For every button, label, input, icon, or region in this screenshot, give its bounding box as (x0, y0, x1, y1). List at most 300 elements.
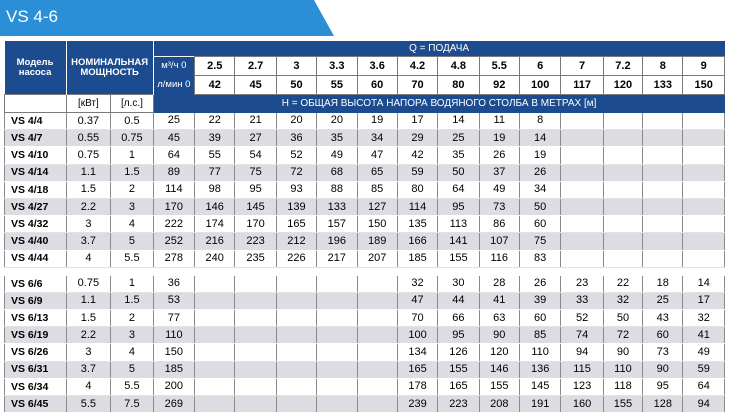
head-cell: 49 (479, 181, 519, 198)
power-kw-cell: 4 (66, 378, 111, 395)
head-cell (317, 396, 357, 413)
head-cell: 90 (479, 327, 519, 344)
model-cell: VS 6/45 (5, 396, 67, 413)
head-cell: 59 (683, 361, 725, 378)
head-cell: 64 (153, 147, 194, 164)
table-row (5, 147, 725, 164)
head-cell: 239 (397, 396, 437, 413)
head-cell (195, 310, 235, 327)
head-cell: 8 (519, 113, 560, 130)
head-cell (235, 378, 276, 395)
head-cell: 157 (317, 216, 357, 233)
flow-m3h-cell: 2.7 (235, 57, 276, 76)
head-cell (683, 181, 725, 198)
head-cell: 42 (397, 147, 437, 164)
head-cell: 36 (276, 130, 316, 147)
head-cell (276, 344, 316, 361)
head-cell (235, 292, 276, 309)
head-cell: 25 (438, 130, 479, 147)
head-cell (643, 181, 683, 198)
head-cell: 189 (357, 233, 397, 250)
head-cell: 26 (519, 276, 560, 293)
head-cell: 120 (479, 344, 519, 361)
head-cell: 226 (276, 250, 316, 267)
head-cell (357, 327, 397, 344)
head-cell: 269 (153, 396, 194, 413)
head-cell: 89 (153, 164, 194, 181)
head-cell: 208 (479, 396, 519, 413)
flow-m3h-cell: 9 (683, 57, 725, 76)
head-cell: 29 (397, 130, 437, 147)
flow-header: Q = ПОДАЧА (153, 41, 724, 57)
head-cell: 30 (438, 276, 479, 293)
power-hp-cell: 5.5 (111, 250, 153, 267)
flow-m3h-cell: 8 (643, 57, 683, 76)
table-row (5, 216, 725, 233)
head-cell: 240 (195, 250, 235, 267)
head-cell (276, 327, 316, 344)
head-cell (276, 310, 316, 327)
flow-m3h-cell: 5.5 (479, 57, 519, 76)
model-cell: VS 6/34 (5, 378, 67, 395)
head-cell: 23 (561, 276, 603, 293)
model-cell: VS 6/9 (5, 292, 67, 309)
title-band (0, 0, 730, 40)
head-cell: 127 (357, 198, 397, 215)
power-kw-cell: 1.1 (66, 292, 111, 309)
head-cell (317, 292, 357, 309)
head-cell: 278 (153, 250, 194, 267)
head-cell (643, 130, 683, 147)
head-cell: 37 (479, 164, 519, 181)
head-cell (643, 233, 683, 250)
head-cell: 95 (643, 378, 683, 395)
head-cell (683, 233, 725, 250)
head-cell: 75 (235, 164, 276, 181)
head-cell (561, 113, 603, 130)
head-cell (683, 250, 725, 267)
power-hp-cell: 1.5 (111, 164, 153, 181)
power-kw-cell: 4 (66, 250, 111, 267)
unit-row (5, 95, 725, 113)
unit-kw: [кВт] (66, 95, 111, 113)
head-cell: 32 (603, 292, 642, 309)
flow-m3h-cell: 4.2 (397, 57, 437, 76)
head-cell: 26 (519, 164, 560, 181)
head-cell: 212 (276, 233, 316, 250)
head-cell (276, 396, 316, 413)
model-cell: VS 4/44 (5, 250, 67, 267)
head-cell: 47 (397, 292, 437, 309)
head-cell (195, 276, 235, 293)
head-cell: 95 (235, 181, 276, 198)
head-cell: 22 (195, 113, 235, 130)
model-cell: VS 4/32 (5, 216, 67, 233)
head-cell (603, 198, 642, 215)
power-hp-cell: 4 (111, 216, 153, 233)
head-cell: 26 (479, 147, 519, 164)
head-cell: 28 (479, 276, 519, 293)
head-cell: 25 (643, 292, 683, 309)
flow-m3h-cell: м³/ч 0 (153, 57, 194, 76)
model-cell: VS 4/7 (5, 130, 67, 147)
head-cell: 107 (479, 233, 519, 250)
head-cell: 114 (153, 181, 194, 198)
head-cell: 94 (683, 396, 725, 413)
flow-m3h-cell: 2.5 (195, 57, 235, 76)
head-cell: 150 (153, 344, 194, 361)
head-cell (357, 292, 397, 309)
head-cell: 73 (643, 344, 683, 361)
model-cell: VS 6/13 (5, 310, 67, 327)
pump-spec-table (4, 41, 725, 413)
head-cell (561, 250, 603, 267)
head-cell: 41 (683, 327, 725, 344)
head-cell: 110 (153, 327, 194, 344)
head-cell: 36 (153, 276, 194, 293)
head-cell: 43 (643, 310, 683, 327)
head-cell (643, 164, 683, 181)
flow-lmin-cell: 55 (317, 76, 357, 95)
head-cell: 113 (438, 216, 479, 233)
head-cell: 34 (519, 181, 560, 198)
head-cell: 93 (276, 181, 316, 198)
flow-m3h-cell: 7 (561, 57, 603, 76)
power-hp-cell: 1 (111, 147, 153, 164)
head-cell (317, 276, 357, 293)
model-cell: VS 6/31 (5, 361, 67, 378)
head-cell: 52 (561, 310, 603, 327)
head-cell (561, 147, 603, 164)
group-vs4-rows (5, 113, 725, 268)
head-cell: 146 (195, 198, 235, 215)
head-cell (683, 130, 725, 147)
head-cell: 98 (195, 181, 235, 198)
head-cell: 34 (357, 130, 397, 147)
power-kw-cell: 1.5 (66, 310, 111, 327)
power-column-header: НОМИНАЛЬНАЯ МОЩНОСТЬ (66, 41, 153, 95)
head-cell: 155 (438, 250, 479, 267)
head-cell: 118 (603, 378, 642, 395)
table-row (5, 198, 725, 215)
head-cell: 64 (438, 181, 479, 198)
table-row (5, 310, 725, 327)
power-hp-cell: 1 (111, 276, 153, 293)
head-cell: 72 (276, 164, 316, 181)
table-row (5, 113, 725, 130)
head-cell: 35 (438, 147, 479, 164)
power-kw-cell: 0.37 (66, 113, 111, 130)
power-hp-cell: 2 (111, 181, 153, 198)
head-cell (683, 216, 725, 233)
head-cell: 52 (276, 147, 316, 164)
table-row (5, 378, 725, 395)
head-cell: 55 (195, 147, 235, 164)
head-cell (357, 396, 397, 413)
power-kw-cell: 0.75 (66, 276, 111, 293)
head-cell: 68 (317, 164, 357, 181)
head-cell (317, 344, 357, 361)
flow-lmin-cell: 60 (357, 76, 397, 95)
flow-lmin-cell: 45 (235, 76, 276, 95)
model-cell: VS 6/19 (5, 327, 67, 344)
flow-m3h-cell: 6 (519, 57, 560, 76)
head-cell: 60 (519, 310, 560, 327)
head-cell: 27 (235, 130, 276, 147)
head-cell (643, 147, 683, 164)
head-cell (603, 181, 642, 198)
power-kw-cell: 3 (66, 344, 111, 361)
head-cell: 86 (479, 216, 519, 233)
head-cell: 20 (317, 113, 357, 130)
head-cell (235, 310, 276, 327)
head-cell (561, 233, 603, 250)
head-cell: 77 (153, 310, 194, 327)
head-cell: 74 (561, 327, 603, 344)
head-cell: 88 (317, 181, 357, 198)
head-cell: 90 (643, 361, 683, 378)
head-cell: 49 (317, 147, 357, 164)
table-row (5, 344, 725, 361)
power-hp-cell: 0.75 (111, 130, 153, 147)
table-row (5, 292, 725, 309)
head-cell: 95 (438, 198, 479, 215)
page-title: VS 4-6 (6, 7, 58, 26)
head-cell: 133 (317, 198, 357, 215)
power-hp-cell: 5 (111, 233, 153, 250)
head-cell (357, 378, 397, 395)
power-hp-cell: 2 (111, 310, 153, 327)
flow-m3h-cell: 7.2 (603, 57, 642, 76)
head-cell (276, 292, 316, 309)
flow-lmin-cell: 100 (519, 76, 560, 95)
head-cell: 54 (235, 147, 276, 164)
head-cell: 216 (195, 233, 235, 250)
head-cell: 150 (357, 216, 397, 233)
unit-hp: [л.с.] (111, 95, 153, 113)
power-kw-cell: 3.7 (66, 233, 111, 250)
head-cell: 14 (519, 130, 560, 147)
head-cell: 166 (397, 233, 437, 250)
head-cell: 70 (397, 310, 437, 327)
power-kw-cell: 0.75 (66, 147, 111, 164)
head-cell: 223 (235, 233, 276, 250)
table-row (5, 276, 725, 293)
table-row (5, 361, 725, 378)
head-cell: 50 (603, 310, 642, 327)
head-cell: 196 (317, 233, 357, 250)
head-cell (643, 198, 683, 215)
head-cell: 21 (235, 113, 276, 130)
head-cell: 83 (519, 250, 560, 267)
head-cell: 160 (561, 396, 603, 413)
head-cell: 44 (438, 292, 479, 309)
head-cell: 165 (438, 378, 479, 395)
head-cell: 22 (603, 276, 642, 293)
head-cell: 217 (317, 250, 357, 267)
model-cell: VS 4/14 (5, 164, 67, 181)
flow-lmin-cell: 133 (643, 76, 683, 95)
head-cell: 49 (683, 344, 725, 361)
head-cell (561, 181, 603, 198)
table-row (5, 164, 725, 181)
head-cell: 200 (153, 378, 194, 395)
head-cell: 110 (519, 344, 560, 361)
head-cell: 207 (357, 250, 397, 267)
head-cell: 123 (561, 378, 603, 395)
head-cell (195, 378, 235, 395)
head-cell: 50 (519, 198, 560, 215)
head-cell: 170 (153, 198, 194, 215)
table-header (5, 41, 725, 113)
model-cell: VS 6/26 (5, 344, 67, 361)
flow-m3h-cell: 4.8 (438, 57, 479, 76)
head-cell (195, 327, 235, 344)
head-cell: 60 (643, 327, 683, 344)
power-hp-cell: 0.5 (111, 113, 153, 130)
head-cell: 165 (397, 361, 437, 378)
table-row (5, 181, 725, 198)
head-cell (195, 361, 235, 378)
head-cell: 17 (397, 113, 437, 130)
head-cell: 75 (519, 233, 560, 250)
power-hp-cell: 3 (111, 327, 153, 344)
head-cell: 94 (561, 344, 603, 361)
model-column-header: Модель насоса (5, 41, 67, 95)
title-banner-shape (0, 0, 730, 40)
flow-lmin-cell: 92 (479, 76, 519, 95)
power-hp-cell: 7.5 (111, 396, 153, 413)
head-cell: 110 (603, 361, 642, 378)
head-cell: 223 (438, 396, 479, 413)
head-cell (603, 164, 642, 181)
head-cell (561, 216, 603, 233)
table-row (5, 233, 725, 250)
head-cell: 222 (153, 216, 194, 233)
head-cell (357, 310, 397, 327)
head-cell (235, 396, 276, 413)
head-cell: 19 (519, 147, 560, 164)
head-cell: 178 (397, 378, 437, 395)
flow-m3h-cell: 3.3 (317, 57, 357, 76)
table-row (5, 396, 725, 413)
head-cell (683, 113, 725, 130)
power-hp-cell: 4 (111, 344, 153, 361)
head-cell (235, 344, 276, 361)
head-cell: 35 (317, 130, 357, 147)
head-cell: 235 (235, 250, 276, 267)
head-cell: 134 (397, 344, 437, 361)
model-unit-blank (5, 95, 67, 113)
head-cell (357, 344, 397, 361)
head-cell: 126 (438, 344, 479, 361)
head-cell: 95 (438, 327, 479, 344)
power-kw-cell: 2.2 (66, 198, 111, 215)
head-cell: 114 (397, 198, 437, 215)
group-vs6-rows (5, 276, 725, 413)
flow-lmin-cell: 50 (276, 76, 316, 95)
head-cell: 155 (603, 396, 642, 413)
head-cell: 59 (397, 164, 437, 181)
power-kw-cell: 1.1 (66, 164, 111, 181)
head-header: Н = ОБЩАЯ ВЫСОТА НАПОРА ВОДЯНОГО СТОЛБА В МЕТРАХ [м] (153, 95, 724, 113)
head-cell (317, 327, 357, 344)
head-cell (317, 310, 357, 327)
model-cell: VS 4/27 (5, 198, 67, 215)
head-cell: 25 (153, 113, 194, 130)
head-cell: 139 (276, 198, 316, 215)
head-cell: 252 (153, 233, 194, 250)
head-cell: 136 (519, 361, 560, 378)
model-cell: VS 4/4 (5, 113, 67, 130)
head-cell (643, 216, 683, 233)
head-cell: 85 (357, 181, 397, 198)
head-cell (235, 276, 276, 293)
head-cell: 146 (479, 361, 519, 378)
power-kw-cell: 3 (66, 216, 111, 233)
head-cell: 19 (479, 130, 519, 147)
head-cell (603, 130, 642, 147)
head-cell: 72 (603, 327, 642, 344)
head-cell (195, 292, 235, 309)
power-kw-cell: 3.7 (66, 361, 111, 378)
head-cell: 17 (683, 292, 725, 309)
head-cell: 39 (519, 292, 560, 309)
head-cell: 155 (438, 361, 479, 378)
flow-m3h-cell: 3 (276, 57, 316, 76)
head-cell (357, 276, 397, 293)
head-cell (561, 198, 603, 215)
head-cell (603, 233, 642, 250)
head-cell: 14 (683, 276, 725, 293)
head-cell: 41 (479, 292, 519, 309)
head-cell (643, 250, 683, 267)
head-cell: 135 (397, 216, 437, 233)
head-cell (317, 361, 357, 378)
head-cell (561, 164, 603, 181)
head-cell (603, 216, 642, 233)
head-cell: 32 (683, 310, 725, 327)
power-hp-cell: 5.5 (111, 378, 153, 395)
head-cell: 60 (519, 216, 560, 233)
head-cell: 185 (153, 361, 194, 378)
head-cell: 165 (276, 216, 316, 233)
head-cell (276, 378, 316, 395)
flow-lmin-cell: 42 (195, 76, 235, 95)
head-cell (276, 361, 316, 378)
model-cell: VS 6/6 (5, 276, 67, 293)
head-cell: 66 (438, 310, 479, 327)
head-cell: 185 (397, 250, 437, 267)
head-cell: 32 (397, 276, 437, 293)
group-separator (5, 267, 725, 276)
head-cell: 155 (479, 378, 519, 395)
head-cell (603, 147, 642, 164)
head-cell (603, 113, 642, 130)
head-cell: 18 (643, 276, 683, 293)
head-cell (683, 147, 725, 164)
table-row (5, 130, 725, 147)
head-cell (235, 327, 276, 344)
head-cell (643, 113, 683, 130)
head-cell (683, 198, 725, 215)
power-hp-cell: 3 (111, 198, 153, 215)
head-cell (276, 276, 316, 293)
head-cell (235, 361, 276, 378)
head-cell: 19 (357, 113, 397, 130)
flow-lmin-cell: 150 (683, 76, 725, 95)
head-cell (603, 250, 642, 267)
